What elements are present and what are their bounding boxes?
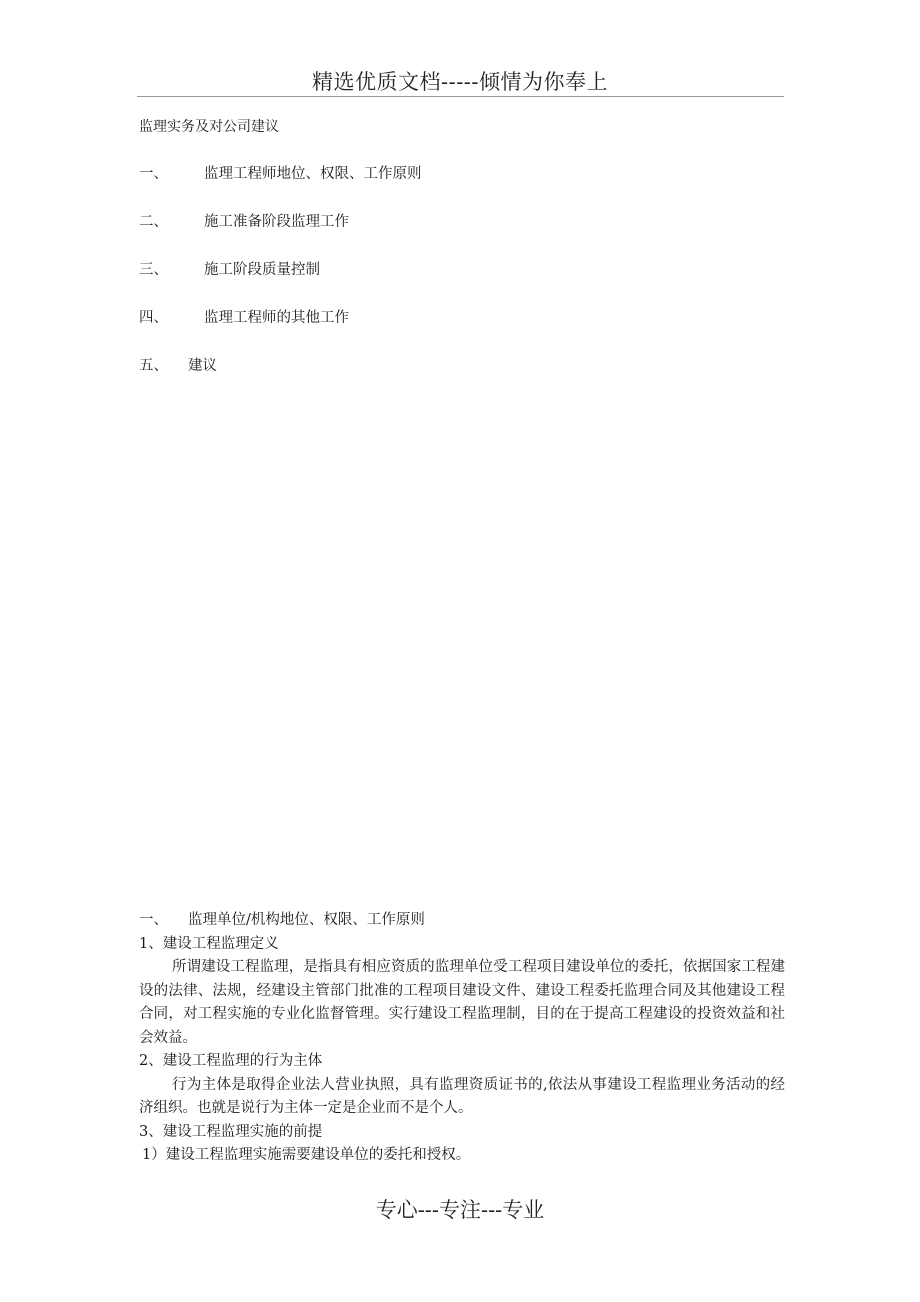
toc-item-number: 一、 xyxy=(139,166,168,182)
toc-item-text: 监理工程师的其他工作 xyxy=(204,310,349,326)
subheading: 1、建设工程监理定义 xyxy=(139,935,279,952)
section-heading xyxy=(139,909,785,933)
toc-item-number: 二、 xyxy=(139,214,168,230)
page-footer: 专心---专注---专业 xyxy=(375,1198,545,1222)
paragraph: 行为主体是取得企业法人营业执照，具有监理资质证书的,依法从事建设工程监理业务活动的经济组织。也就是说行为主体一定是企业而不是个人。 xyxy=(139,1076,785,1116)
subheading: 2、建设工程监理的行为主体 xyxy=(139,1053,323,1069)
header-divider xyxy=(137,96,784,97)
list-item: 1）建设工程监理实施需要建设单位的委托和授权。 xyxy=(142,1147,471,1163)
page-header: 精选优质文档-----倾情为你奉上 xyxy=(312,70,608,94)
toc-item-number: 五、 xyxy=(139,358,168,374)
toc-item-number: 三、 xyxy=(139,262,168,278)
document-title: 监理实务及对公司建议 xyxy=(139,119,279,135)
section-title: 监理单位/机构地位、权限、工作原则 xyxy=(188,912,425,928)
toc-item-text: 施工准备阶段监理工作 xyxy=(204,214,349,230)
toc-item-text: 监理工程师地位、权限、工作原则 xyxy=(204,166,422,182)
paragraph: 所谓建设工程监理，是指具有相应资质的监理单位受工程项目建设单位的委托，依据国家工程建设的法律、法规，经建设主管部门批准的工程项目建设文件、建设工程委托监理合同及其他建设工程合同，对工程实施的专业化监督管理。实行建设工程监理制，目的在于提高工程建设的投资效益和社会效益。 xyxy=(139,959,785,1046)
subheading: 3、建设工程监理实施的前提 xyxy=(139,1123,323,1140)
section-number: 一、 xyxy=(139,912,168,928)
toc-item-number: 四、 xyxy=(139,310,168,326)
toc-item-text: 建议 xyxy=(188,358,217,374)
toc-item-text: 施工阶段质量控制 xyxy=(204,262,320,278)
document-body xyxy=(139,909,785,1168)
